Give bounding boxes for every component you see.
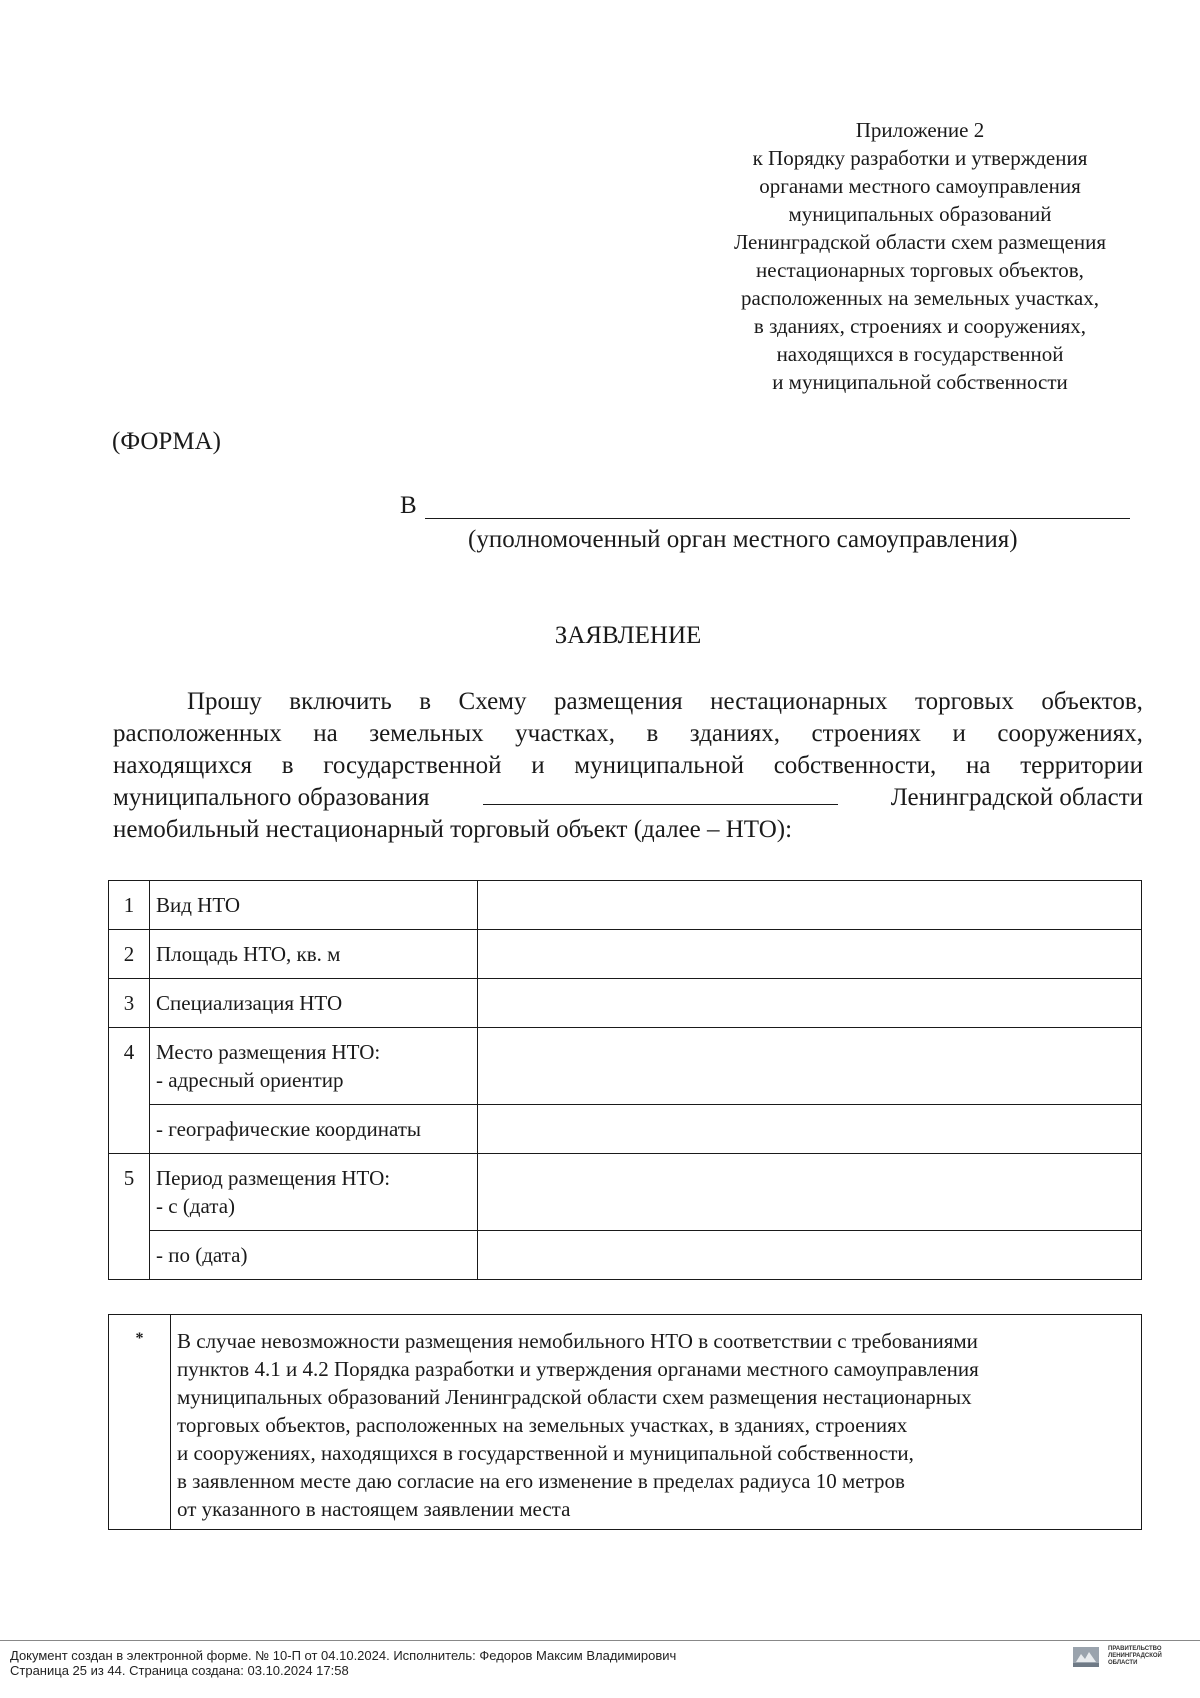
appendix-line: нестационарных торговых объектов, xyxy=(756,258,1084,282)
row-label-line: - с (дата) xyxy=(156,1194,236,1218)
row-label-line: Период размещения НТО: xyxy=(156,1166,391,1190)
nto-details-table xyxy=(108,880,1142,1280)
word: участках, xyxy=(515,720,615,747)
value-cell-coordinates[interactable] xyxy=(478,1105,1142,1154)
word: нестационарных xyxy=(710,688,888,715)
row-label: Вид НТО xyxy=(150,881,478,930)
table-row xyxy=(109,979,1142,1028)
row-label xyxy=(150,1154,478,1231)
appendix-line: муниципальных образований xyxy=(788,202,1052,226)
word: Схему xyxy=(458,688,527,715)
footer-divider xyxy=(0,1640,1200,1641)
footer-line: Документ создан в электронной форме. № 10-П от 04.10.2024. Исполнитель: Федоров Максим Владимирович xyxy=(10,1648,677,1663)
word: строениях xyxy=(811,720,922,747)
word: торговых xyxy=(915,688,1014,715)
word: собственности, xyxy=(773,752,937,779)
footer-line: Страница 25 из 44. Страница создана: 03.10.2024 17:58 xyxy=(10,1663,349,1678)
appendix-line: к Порядку разработки и утверждения xyxy=(752,146,1088,170)
recipient-caption: (уполномоченный орган местного самоуправления) xyxy=(468,526,1018,553)
word: зданиях, xyxy=(689,720,781,747)
value-cell-nto-type[interactable] xyxy=(478,881,1142,930)
word: и xyxy=(952,720,966,747)
note-line: торговых объектов, расположенных на земельных участках, в зданиях, строениях xyxy=(177,1413,908,1437)
appendix-line: находящихся в государственной xyxy=(776,342,1064,366)
word: включить xyxy=(289,688,392,715)
word: объектов, xyxy=(1041,688,1143,715)
note-line: муниципальных образований Ленинградской области схем размещения нестационарных xyxy=(177,1385,972,1409)
word: в xyxy=(646,720,659,747)
row-label: - географические координаты xyxy=(150,1105,478,1154)
recipient-blank-field[interactable] xyxy=(425,518,1130,519)
table-row xyxy=(109,1154,1142,1231)
note-line: в заявленном месте даю согласие на его изменение в пределах радиуса 10 метров xyxy=(177,1469,905,1493)
form-label: (ФОРМА) xyxy=(112,428,221,455)
request-paragraph xyxy=(113,686,1143,846)
recipient-prefix: В xyxy=(400,492,417,519)
word: государственной xyxy=(323,752,502,779)
word: на xyxy=(313,720,338,747)
row-label: - по (дата) xyxy=(150,1231,478,1280)
municipality-blank-field[interactable] xyxy=(483,782,838,805)
table-row xyxy=(109,1028,1142,1105)
row-label: Специализация НТО xyxy=(150,979,478,1028)
word: Прошу xyxy=(187,688,262,715)
paragraph-line xyxy=(113,718,1143,750)
coat-of-arms-icon xyxy=(1072,1646,1100,1668)
note-line: от указанного в настоящем заявлении места xyxy=(177,1497,571,1521)
word: сооружениях, xyxy=(997,720,1143,747)
word: в xyxy=(281,752,294,779)
document-title: ЗАЯВЛЕНИЕ xyxy=(554,622,702,649)
appendix-line: и муниципальной собственности xyxy=(772,370,1068,394)
value-cell-nto-area[interactable] xyxy=(478,930,1142,979)
municipality-label: муниципального образования xyxy=(113,784,430,811)
table-row xyxy=(109,930,1142,979)
note-line: и сооружениях, находящихся в государственной и муниципальной собственности, xyxy=(177,1441,914,1465)
note-line: В случае невозможности размещения немобильного НТО в соответствии с требованиями xyxy=(177,1329,978,1353)
government-logo-text xyxy=(1108,1646,1162,1667)
table-row xyxy=(109,1231,1142,1280)
paragraph-line xyxy=(113,782,1143,814)
word: и xyxy=(531,752,545,779)
value-cell-date-to[interactable] xyxy=(478,1231,1142,1280)
logo-line: ЛЕНИНГРАДСКОЙ xyxy=(1108,1653,1162,1659)
value-cell-address[interactable] xyxy=(478,1028,1142,1105)
paragraph-line xyxy=(113,814,1143,846)
row-number: 5 xyxy=(109,1154,150,1280)
note-marker: * xyxy=(109,1315,171,1529)
appendix-line: расположенных на земельных участках, xyxy=(741,286,1099,310)
word: территории xyxy=(1020,752,1143,779)
row-number: 4 xyxy=(109,1028,150,1154)
word: земельных xyxy=(369,720,484,747)
table-row xyxy=(109,1105,1142,1154)
row-label: Площадь НТО, кв. м xyxy=(150,930,478,979)
appendix-line: в зданиях, строениях и сооружениях, xyxy=(753,314,1087,338)
appendix-line: Приложение 2 xyxy=(855,118,985,142)
row-number: 2 xyxy=(109,930,150,979)
word: размещения xyxy=(553,688,683,715)
paragraph-line xyxy=(113,686,1143,718)
appendix-line: органами местного самоуправления xyxy=(759,174,1081,198)
row-number: 1 xyxy=(109,881,150,930)
recipient-line xyxy=(400,492,417,520)
row-number: 3 xyxy=(109,979,150,1028)
note-text xyxy=(177,1327,1137,1523)
paragraph-line xyxy=(113,750,1143,782)
appendix-line: Ленинградской области схем размещения xyxy=(733,230,1107,254)
word: немобильный нестационарный торговый объект (далее – НТО): xyxy=(113,816,793,843)
word: расположенных xyxy=(113,720,282,747)
consent-note-box xyxy=(108,1314,1142,1530)
value-cell-nto-specialization[interactable] xyxy=(478,979,1142,1028)
word: в xyxy=(419,688,432,715)
value-cell-date-from[interactable] xyxy=(478,1154,1142,1231)
table-row xyxy=(109,881,1142,930)
logo-line: ОБЛАСТИ xyxy=(1108,1660,1138,1666)
row-label-line: Место размещения НТО: xyxy=(156,1040,381,1064)
logo-line: ПРАВИТЕЛЬСТВО xyxy=(1108,1646,1162,1652)
row-label xyxy=(150,1028,478,1105)
word: муниципальной xyxy=(574,752,744,779)
appendix-header xyxy=(680,116,1160,396)
word: на xyxy=(966,752,991,779)
word: находящихся xyxy=(113,752,253,779)
region-label: Ленинградской области xyxy=(890,784,1143,811)
row-label-line: - адресный ориентир xyxy=(156,1068,344,1092)
document-footer xyxy=(10,1648,676,1678)
note-line: пунктов 4.1 и 4.2 Порядка разработки и утверждения органами местного самоуправления xyxy=(177,1357,979,1381)
